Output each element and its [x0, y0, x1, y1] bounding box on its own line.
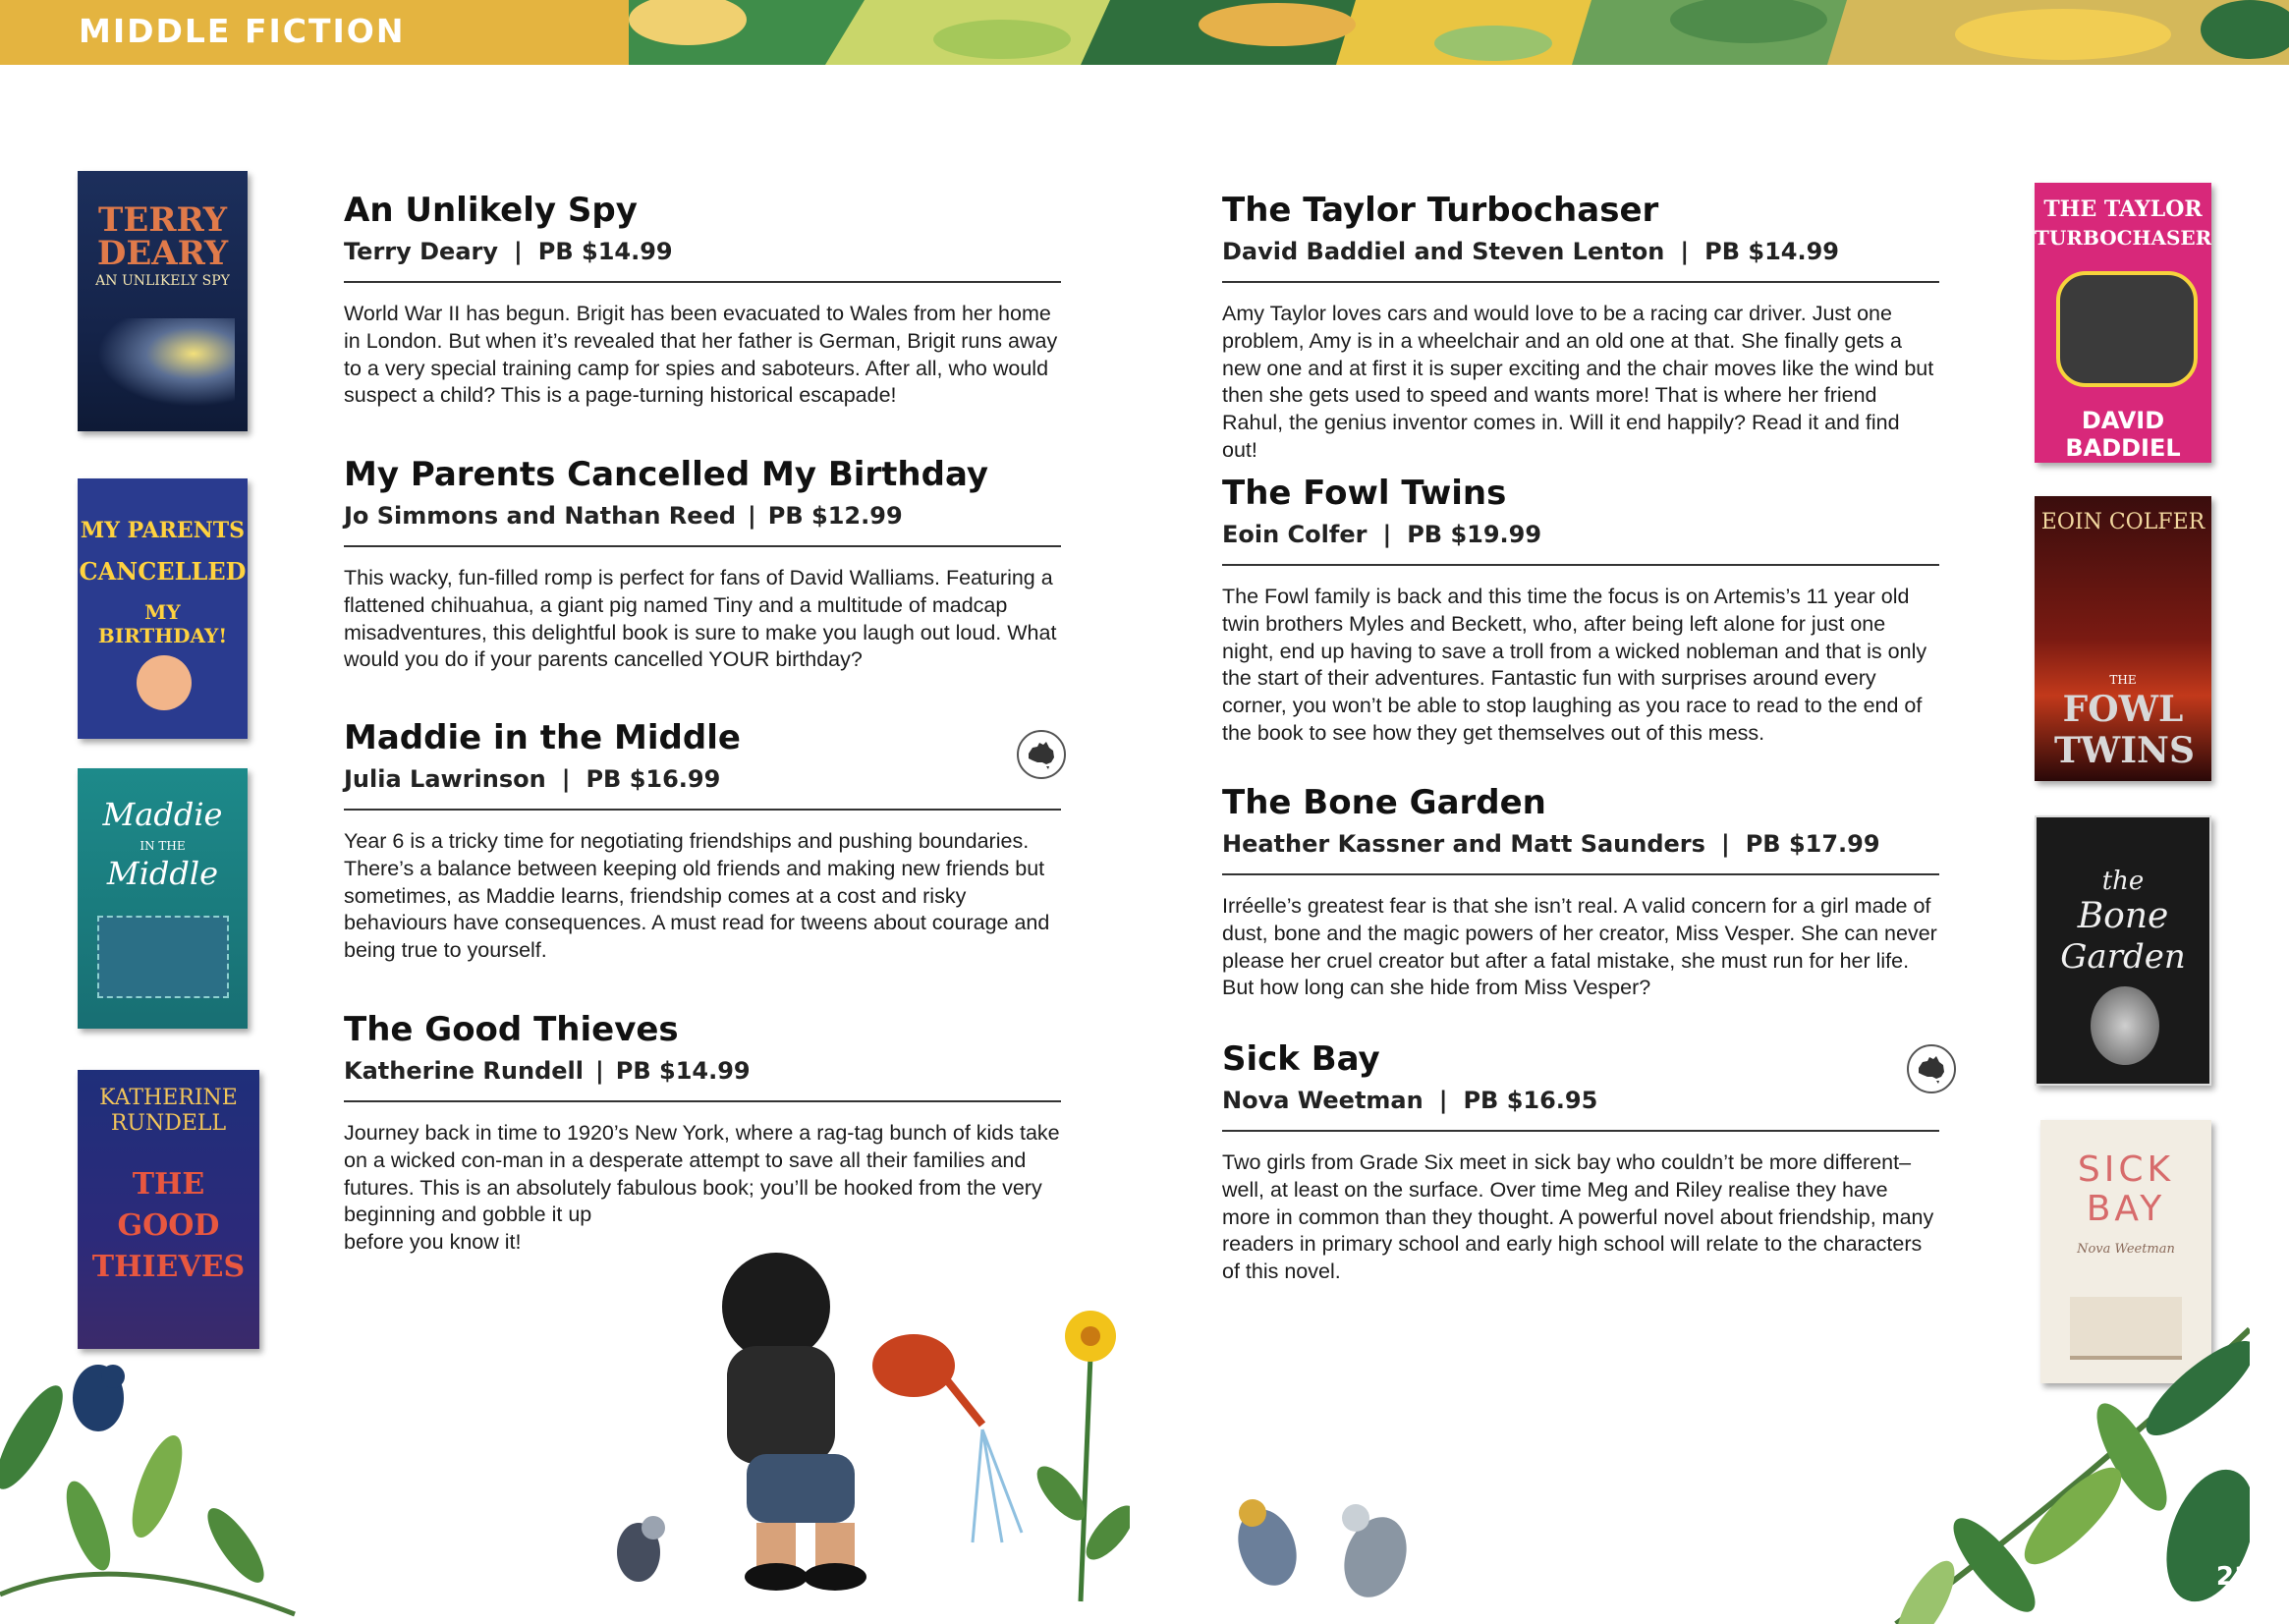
section-header: [0, 0, 2289, 65]
meta-separator: |: [1680, 238, 1690, 265]
australian-author-icon: [1017, 730, 1066, 779]
book-author: Jo Simmons and Nathan Reed: [344, 502, 737, 530]
book-title: The Good Thieves: [344, 1010, 679, 1049]
cover-title-line: Garden: [2060, 937, 2186, 977]
description-text: before you know it!: [344, 1230, 522, 1255]
book-description: Two girls from Grade Six meet in sick bay who couldn’t be more different–well, at least on the surface. Over time Meg and Riley realise they have more in common than they thought. A powerful novel about friendship, many readers in primary school and early high school will relate to the characters of this novel.: [1222, 1150, 1934, 1284]
cover-author: Nova Weetman: [2077, 1242, 2175, 1257]
cover-title-line: Bone: [2077, 896, 2169, 936]
book-description: World War II has begun. Brigit has been evacuated to Wales from her home in London. But when it’s revealed that her father is German, Brigit runs away to a very special training camp for spies and saboteurs. After all, who would suspect a child? This is a page-turning historical escapade!: [344, 302, 1058, 408]
cover-train-art: [97, 318, 235, 407]
cover-title-line: DEARY: [96, 234, 229, 273]
book-entry: [344, 191, 1061, 410]
divider: [1222, 1130, 1939, 1132]
book-title: The Bone Garden: [1222, 783, 1546, 822]
divider: [344, 545, 1061, 547]
cover-pocket-art: [97, 916, 229, 998]
meta-separator: |: [1720, 830, 1730, 858]
book-entry: [344, 455, 1061, 674]
meta-separator: |: [748, 502, 756, 530]
cover-title-line: FOWL TWINS: [2054, 689, 2195, 771]
cover-title-line: KATHERINE: [99, 1086, 238, 1110]
cover-title-line: BAY: [2086, 1189, 2166, 1229]
cover-title-line: MY BIRTHDAY!: [97, 600, 228, 647]
book-cover-the-fowl-twins: [2035, 496, 2211, 781]
book-price: PB $17.99: [1745, 830, 1880, 858]
book-cover-maddie-in-the-middle: [78, 768, 248, 1029]
book-entry: [344, 718, 1061, 965]
book-price: PB $16.99: [586, 765, 721, 793]
book-entry: [1222, 783, 1939, 1002]
book-title: The Fowl Twins: [1222, 474, 1507, 513]
book-description: The Fowl family is back and this time the focus is on Artemis’s 11 year old twin brothers Myles and Beckett, who, after being left alone for just one night, end up having to save a troll from a wicked nobleman and that is only the start of their adventures. Fantastic fun with surprises around every corner, you won’t be able to stop laughing as you race to read to the end of the book to see how they get themselves out of this mess.: [1222, 585, 1927, 745]
cover-title-line: RUNDELL: [110, 1111, 227, 1136]
book-meta: [344, 1055, 1061, 1087]
book-cover-the-taylor-turbochaser: [2035, 183, 2211, 463]
section-tab: [0, 0, 629, 65]
cover-title-line: THE TAYLOR: [2043, 196, 2203, 222]
foliage-left-illustration: [0, 1349, 314, 1624]
book-cover-my-parents-cancelled-my-birthday: [78, 478, 248, 739]
book-entry: [344, 1010, 1061, 1257]
book-meta: [344, 763, 1061, 795]
book-title: The Taylor Turbochaser: [1222, 191, 1659, 230]
book-author: David Baddiel and Steven Lenton: [1222, 238, 1665, 265]
book-price: PB $14.99: [615, 1057, 751, 1085]
cover-title-line: THE: [2109, 673, 2137, 687]
description-text: Journey back in time to 1920’s New York, where a rag-tag bunch of kids take on a wicked con-man in a desperate attempt to save all their families and futures. This is an absolutely fabulous book; you’ll be hooked from the very beginning and gobble it up: [344, 1121, 1060, 1227]
cover-title-line: THE GOOD THIEVES: [91, 1167, 246, 1284]
book-meta: [1222, 828, 1939, 860]
book-price: PB $16.95: [1463, 1087, 1598, 1114]
book-author: Eoin Colfer: [1222, 521, 1368, 548]
cover-title-line: TERRY: [98, 200, 227, 240]
book-cover-the-bone-garden: [2035, 815, 2211, 1086]
divider: [1222, 564, 1939, 566]
book-entry: [1222, 474, 1939, 748]
cover-title-line: MY PARENTS: [80, 518, 246, 543]
cover-author: EOIN COLFER: [2040, 510, 2205, 534]
foliage-right-illustration: [1837, 1310, 2250, 1624]
divider: [1222, 873, 1939, 875]
book-meta: [1222, 236, 1939, 267]
cover-author: DAVID BADDIEL: [2065, 407, 2181, 462]
book-cover-an-unlikely-spy: [78, 171, 248, 431]
book-price: PB $19.99: [1407, 521, 1542, 548]
book-cover-the-good-thieves: [78, 1070, 259, 1349]
book-description: Amy Taylor loves cars and would love to be a racing car driver. Just one problem, Amy is in a wheelchair and an old one at that. She finally gets a new one and at first it is super exciting and the chair moves like the wind but then she gets used to speed and wants more! That is where her friend Rahul, the genius inventor comes in. Will it end happily? Read it and find out!: [1222, 302, 1934, 462]
cover-character-art: [137, 655, 192, 710]
child-watering-flower-illustration: [580, 1238, 1130, 1611]
book-description: This wacky, fun-filled romp is perfect for fans of David Walliams. Featuring a flattened chihuahua, a giant pig named Tiny and a multitude of madcap misadventures, this delightful book is sure to make you laugh out loud. What would you do if your parents cancelled YOUR birthday?: [344, 566, 1057, 672]
meta-separator: |: [594, 1057, 604, 1085]
book-description: Year 6 is a tricky time for negotiating friendships and pushing boundaries. There’s a balance between keeping old friends and making new friends but sometimes, as Maddie learns, friendship comes at a cost and risky behaviours have consequences. A must read for tweens about courage and being true to yourself.: [344, 829, 1050, 963]
cover-face-art: [2091, 986, 2159, 1065]
book-description: [344, 1120, 1061, 1257]
book-author: Nova Weetman: [1222, 1087, 1424, 1114]
cover-title-line: SICK: [2077, 1149, 2175, 1190]
page-number: 21: [2215, 1562, 2252, 1592]
divider: [1222, 281, 1939, 283]
meta-separator: |: [561, 765, 571, 793]
cover-title-line: Middle: [106, 855, 219, 892]
divider: [344, 809, 1061, 811]
book-price: PB $14.99: [537, 238, 673, 265]
book-meta: [344, 236, 1061, 267]
book-author: Heather Kassner and Matt Saunders: [1222, 830, 1705, 858]
book-price: PB $12.99: [767, 502, 903, 530]
birds-illustration: [1199, 1479, 1474, 1616]
cover-car-art: [2056, 271, 2198, 387]
cover-title-line: the: [2101, 867, 2145, 896]
book-meta: [344, 500, 1061, 532]
book-price: PB $14.99: [1704, 238, 1839, 265]
book-description: Irréelle’s greatest fear is that she isn’t real. A valid concern for a girl made of dust, bone and the magic powers of her creator, Miss Vesper. She can never please her cruel creator but after a fatal mistake, she must run for her life. But how long can she hide from Miss Vesper?: [1222, 894, 1937, 1000]
cover-subtitle: AN UNLIKELY SPY: [95, 273, 230, 289]
cover-title-line: TURBOCHASER: [2035, 226, 2211, 250]
book-entry: [1222, 1039, 1939, 1286]
cover-title-line: CANCELLED: [79, 557, 247, 586]
section-title: MIDDLE FICTION: [79, 12, 406, 50]
book-title: An Unlikely Spy: [344, 191, 638, 230]
book-title: My Parents Cancelled My Birthday: [344, 455, 989, 494]
book-title: Sick Bay: [1222, 1039, 1380, 1079]
meta-separator: |: [1438, 1087, 1448, 1114]
book-meta: [1222, 519, 1939, 550]
book-title: Maddie in the Middle: [344, 718, 741, 757]
cover-title-line: IN THE: [140, 839, 186, 853]
book-entry: [1222, 191, 1939, 465]
book-author: Julia Lawrinson: [344, 765, 546, 793]
meta-separator: |: [514, 238, 523, 265]
divider: [344, 1100, 1061, 1102]
australian-author-icon: [1907, 1044, 1956, 1093]
cover-title-line: Maddie: [102, 796, 223, 833]
book-meta: [1222, 1085, 1939, 1116]
book-author: Katherine Rundell: [344, 1057, 584, 1085]
book-author: Terry Deary: [344, 238, 499, 265]
divider: [344, 281, 1061, 283]
meta-separator: |: [1382, 521, 1392, 548]
